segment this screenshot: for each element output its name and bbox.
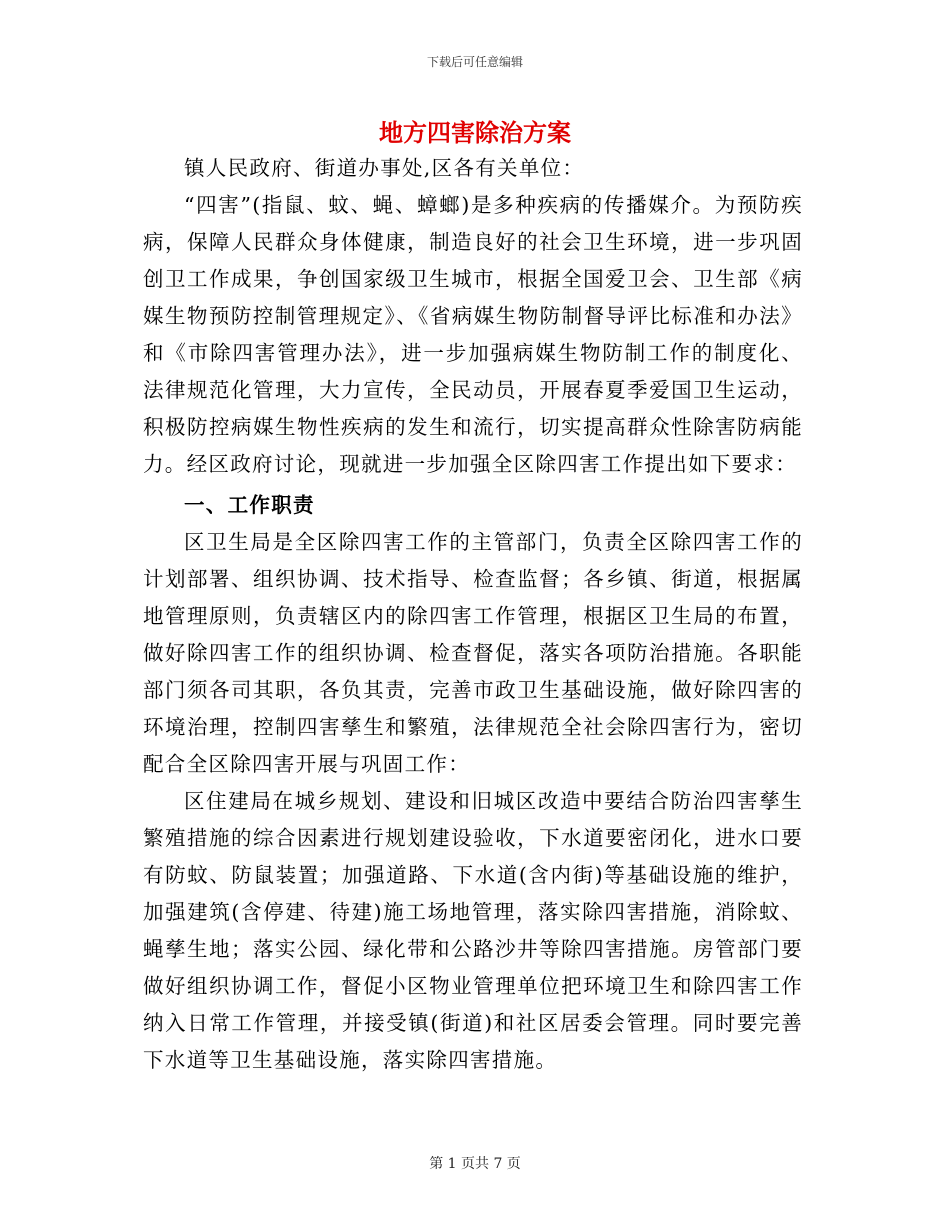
document-body bbox=[143, 150, 803, 1079]
salutation: 镇人民政府、街道办事处,区各有关单位： bbox=[184, 156, 585, 180]
page-footer: 第 1 页共 7 页 bbox=[429, 1156, 521, 1172]
body-paragraph-2: 区住建局在城乡规划、建设和旧城区改造中要结合防治四害孳生繁殖措施的综合因素进行规划建设验收，下水道要密闭化，进水口要有防蚊、防鼠装置；加强道路、下水道(含内街)等基础设施的维护，加强建筑(含停建、待建)施工场地管理，落实除四害措施，消除蚊、蝇孳生地；落实公园、绿化带和公路沙井等除四害措施。房管部门要做好组织协调工作，督促小区物业管理单位把环境卫生和除四害工作纳入日常工作管理，并接受镇(街道)和社区居委会管理。同时要完善下水道等卫生基础设施，落实除四害措施。 bbox=[143, 789, 803, 1072]
document-title: 地方四害除治方案 bbox=[379, 119, 571, 147]
body-paragraph-1: 区卫生局是全区除四害工作的主管部门，负责全区除四害工作的计划部署、组织协调、技术指导、检查监督；各乡镇、街道，根据属地管理原则，负责辖区内的除四害工作管理，根据区卫生局的布置，做好除四害工作的组织协调、检查督促，落实各项防治措施。各职能部门须各司其职，各负其责，完善市政卫生基础设施，做好除四害的环境治理，控制四害孳生和繁殖，法律规范全社会除四害行为，密切配合全区除四害开展与巩固工作： bbox=[143, 530, 803, 776]
section-heading: 一、工作职责 bbox=[184, 493, 315, 517]
header-note: 下载后可任意编辑 bbox=[426, 55, 523, 69]
intro-paragraph: “四害”(指鼠、蚊、蝇、蟑螂)是多种疾病的传播媒介。为预防疾病，保障人民群众身体健康，制造良好的社会卫生环境，进一步巩固创卫工作成果，争创国家级卫生城市，根据全国爱卫会、卫生部《病媒生物预防控制管理规定》、《省病媒生物防制督导评比标准和办法》和《市除四害管理办法》，进一步加强病媒生物防制工作的制度化、法律规范化管理，大力宣传，全民动员，开展春夏季爱国卫生运动，积极防控病媒生物性疾病的发生和流行，切实提高群众性除害防病能力。经区政府讨论，现就进一步加强全区除四害工作提出如下要求： bbox=[143, 193, 803, 476]
